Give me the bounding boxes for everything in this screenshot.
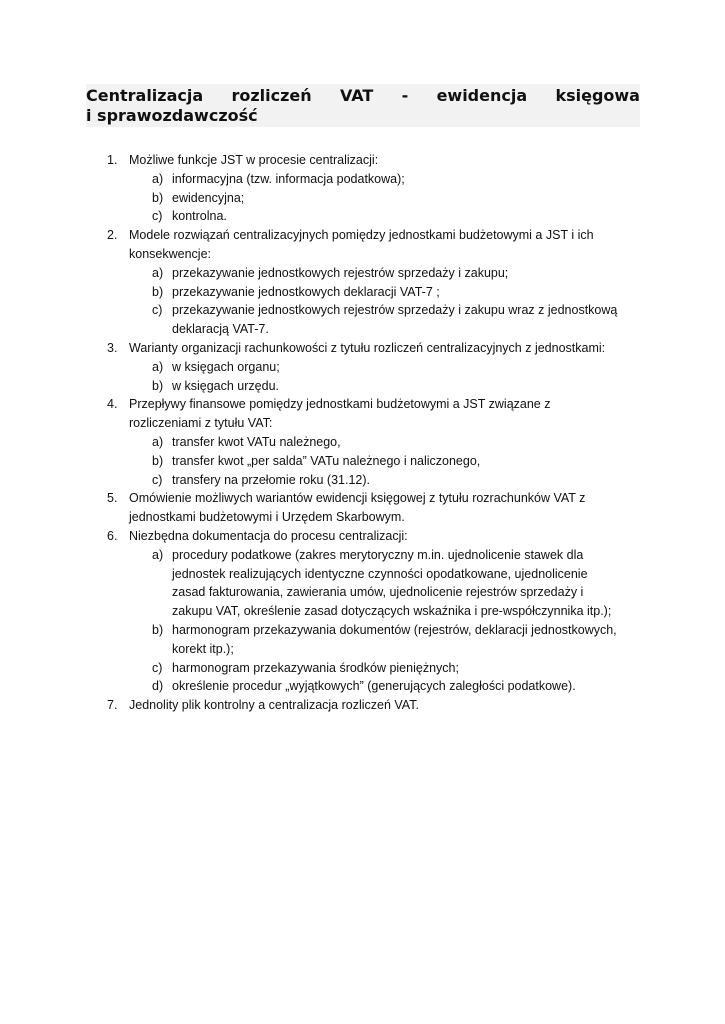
sub-item (0, 189, 619, 208)
sub-item (0, 358, 619, 377)
sub-item (0, 677, 619, 696)
item-text: Przepływy finansowe pomiędzy jednostkami budżetowymi a JST związane z rozliczeniami z tytułu VAT: (129, 397, 551, 431)
sub-item-text: w księgach organu; (172, 359, 280, 374)
title-word: - (401, 86, 409, 105)
sub-item-letter: c) (152, 660, 163, 675)
sub-item (0, 546, 619, 621)
sub-item-text: harmonogram przekazywania środków pieniężnych; (172, 660, 459, 675)
sub-item (0, 283, 619, 302)
sub-item-letter: c) (152, 209, 163, 224)
title-word: księgowa (555, 86, 640, 105)
item-number: 2. (107, 228, 118, 243)
sub-item-text: w księgach urzędu. (172, 378, 280, 393)
document-title (86, 84, 640, 127)
sub-item-letter: a) (152, 547, 164, 562)
sub-item-text: ewidencyjna; (172, 190, 245, 205)
sub-item-text: przekazywanie jednostkowych deklaracji VAT-7 ; (172, 284, 440, 299)
title-word: rozliczeń (231, 86, 312, 105)
sub-item (0, 301, 619, 339)
sub-item-letter: b) (152, 190, 164, 205)
sub-item-letter: b) (152, 378, 164, 393)
item-number: 1. (107, 153, 118, 167)
list-item (0, 527, 619, 546)
item-text: Modele rozwiązań centralizacyjnych pomiędzy jednostkami budżetowymi a JST i ich konsekwencje: (129, 228, 594, 261)
item-text: Omówienie możliwych wariantów ewidencji księgowej z tytułu rozrachunków VAT z jednostkami budżetowymi i Urzędem Skarbowym. (129, 491, 586, 525)
sub-item (0, 264, 619, 283)
sub-item-letter: c) (152, 303, 163, 318)
item-number: 7. (107, 698, 118, 713)
numbered-list (0, 151, 725, 715)
sub-item (0, 471, 619, 490)
item-number: 5. (107, 491, 118, 506)
list-item (0, 151, 619, 170)
item-number: 4. (107, 397, 118, 412)
item-number: 3. (107, 340, 118, 355)
sub-item-text: informacyjna (tzw. informacja podatkowa); (172, 171, 405, 186)
item-text: Niezbędna dokumentacja do procesu centralizacji: (129, 528, 408, 543)
sub-item-text: procedury podatkowe (zakres merytoryczny m.in. ujednolicenie stawek dla jednostek realizujących identyczne czynności opodatkowane, ujednolicenie zasad fakturowania, zawierania umów, ujednolicenie rejestrów sprzedaży i zakupu VAT, określenie zasad dotyczących wskaźnika i pre-współczynnika itp.); (172, 547, 612, 619)
sub-item (0, 170, 619, 189)
sub-item-text: transfery na przełomie roku (31.12). (172, 472, 371, 487)
sub-item-letter: b) (152, 453, 164, 468)
sub-item-letter: c) (152, 472, 163, 487)
sub-item-letter: a) (152, 265, 164, 280)
sub-item-text: przekazywanie jednostkowych rejestrów sprzedaży i zakupu; (172, 265, 509, 280)
sub-item-letter: a) (152, 434, 164, 449)
sub-item (0, 621, 619, 659)
sub-item-text: transfer kwot „per salda” VATu należnego i naliczonego, (172, 453, 481, 468)
sub-item-letter: d) (152, 679, 164, 694)
list-item (0, 395, 619, 433)
list-item (0, 226, 619, 264)
sub-item (0, 433, 619, 452)
sub-item-text: przekazywanie jednostkowych rejestrów sprzedaży i zakupu wraz z jednostkową deklaracją VAT-7. (172, 303, 618, 337)
title-word: ewidencja (436, 86, 528, 105)
title-line-2: i sprawozdawczość (86, 106, 258, 125)
sub-item-letter: b) (152, 622, 164, 637)
sub-item-text: harmonogram przekazywania dokumentów (rejestrów, deklaracji jednostkowych, korekt itp.); (172, 622, 617, 656)
sub-item (0, 452, 619, 471)
sub-item-text: określenie procedur „wyjątkowych” (generujących zaległości podatkowe). (172, 679, 576, 694)
sub-item (0, 377, 619, 396)
sub-item-text: transfer kwot VATu należnego, (172, 434, 341, 449)
list-item (0, 339, 619, 358)
sub-item-letter: a) (152, 359, 164, 374)
list-item (0, 489, 619, 527)
item-text: Jednolity plik kontrolny a centralizacja rozliczeń VAT. (129, 698, 419, 713)
item-number: 6. (107, 528, 118, 543)
sub-item-text: kontrolna. (172, 209, 227, 224)
sub-item-letter: a) (152, 171, 164, 186)
title-word: Centralizacja (86, 86, 204, 105)
sub-item-letter: b) (152, 284, 164, 299)
sub-item (0, 659, 619, 678)
title-line-1 (86, 86, 640, 106)
item-text: Warianty organizacji rachunkowości z tytułu rozliczeń centralizacyjnych z jednostkami: (129, 340, 606, 355)
item-text: Możliwe funkcje JST w procesie centralizacji: (129, 153, 379, 167)
title-word: VAT (339, 86, 374, 105)
list-item (0, 696, 619, 715)
sub-item (0, 207, 619, 226)
